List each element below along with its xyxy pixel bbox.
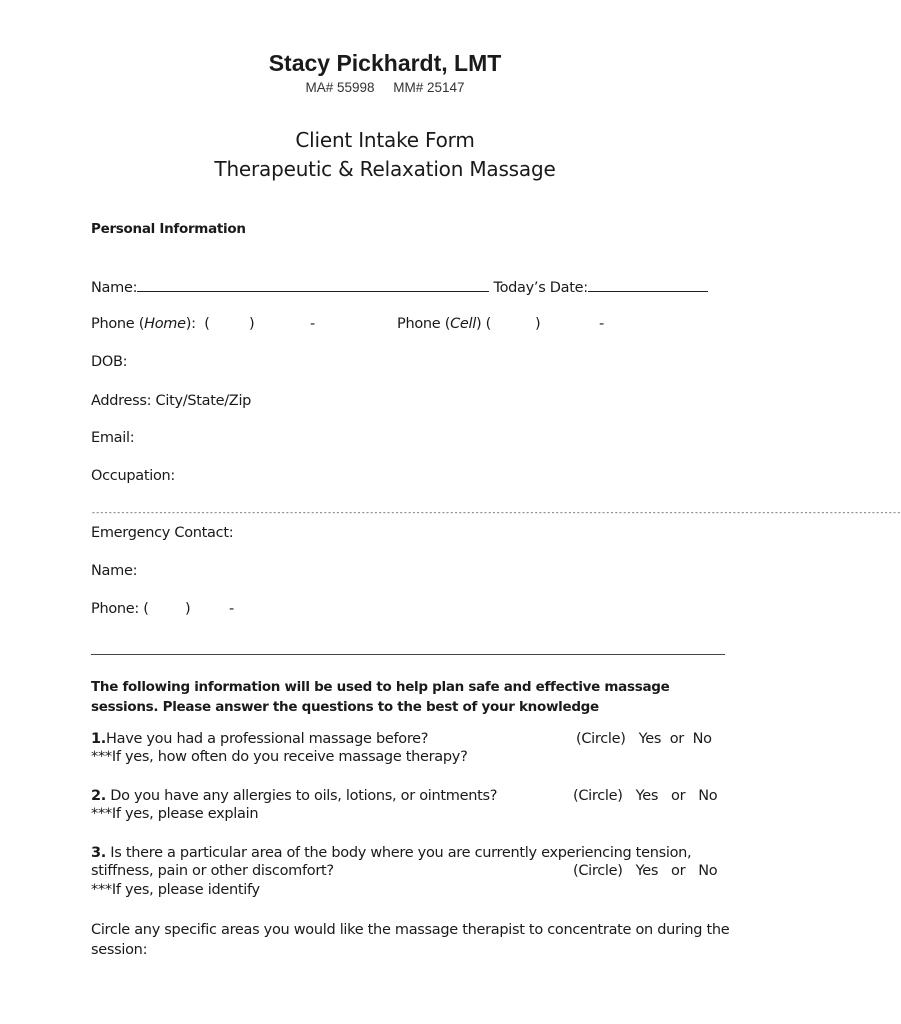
q2-circle-label: (Circle) — [573, 788, 623, 804]
question-1 — [91, 731, 428, 747]
phone-home-prefix: Phone ( — [91, 316, 145, 332]
question-1-followup: ***If yes, how often do you receive massage therapy? — [91, 749, 468, 765]
q3-yes-option[interactable]: Yes — [635, 863, 659, 879]
license-numbers — [0, 80, 770, 95]
phone-home-row — [91, 316, 210, 332]
emergency-contact-heading: Emergency Contact: — [91, 525, 234, 541]
form-subtitle: Therapeutic & Relaxation Massage — [214, 157, 556, 181]
question-2-number: 2. — [91, 788, 106, 804]
name-label: Name: — [91, 280, 138, 296]
q1-yes-option[interactable]: Yes — [638, 731, 662, 747]
personal-info-heading: Personal Information — [91, 221, 246, 237]
q1-no-option[interactable]: No — [692, 731, 712, 747]
todays-date-field[interactable] — [588, 279, 708, 292]
question-2-followup: ***If yes, please explain — [91, 806, 259, 822]
q3-or: or — [671, 863, 686, 879]
question-3 — [91, 845, 691, 861]
email-label: Email: — [91, 430, 135, 446]
question-1-answer — [576, 731, 712, 747]
question-3-text: Is there a particular area of the body where you are currently experiencing tension, — [106, 845, 692, 861]
body-areas-instruction: Circle any specific areas you would like the massage therapist to concentrate on during the session: — [91, 922, 730, 958]
phone-cell-suffix: ) ( — [476, 316, 492, 332]
dob-label: DOB: — [91, 354, 128, 370]
occupation-label: Occupation: — [91, 468, 175, 484]
question-2-text: Do you have any allergies to oils, lotions, or ointments? — [106, 788, 498, 804]
section-divider — [91, 654, 725, 655]
q3-no-option[interactable]: No — [698, 863, 718, 879]
q2-no-option[interactable]: No — [698, 788, 718, 804]
phone-cell-word: Cell — [450, 316, 476, 332]
emergency-phone-label: Phone: ( — [91, 601, 149, 617]
todays-date-label: Today’s Date: — [493, 280, 588, 296]
question-3-text-line2: stiffness, pain or other discomfort? — [91, 863, 334, 879]
emergency-name-label: Name: — [91, 563, 138, 579]
emergency-phone-hyphen: - — [229, 601, 234, 617]
question-2 — [91, 788, 497, 804]
q1-circle-label: (Circle) — [576, 731, 626, 747]
phone-cell-prefix: Phone ( — [397, 316, 451, 332]
therapist-name: Stacy Pickhardt, LMT — [268, 50, 502, 76]
q3-circle-label: (Circle) — [573, 863, 623, 879]
question-3-answer — [573, 863, 717, 879]
name-field[interactable] — [137, 279, 489, 292]
q1-or: or — [669, 731, 684, 747]
emergency-phone-paren-close: ) — [185, 601, 191, 617]
question-3-number: 3. — [91, 845, 106, 861]
question-2-answer — [573, 788, 717, 804]
phone-home-suffix: ): ( — [185, 316, 210, 332]
phone-home-paren-close: ) — [249, 316, 255, 332]
questions-intro: The following information will be used to help plan safe and effective massage sessions. Please answer the questions to the best of your knowledge — [91, 679, 670, 715]
phone-cell-hyphen: - — [599, 316, 604, 332]
phone-cell-row — [397, 316, 491, 332]
license-text: MA# 55998 MM# 25147 — [305, 80, 465, 95]
address-label: Address: City/State/Zip — [91, 393, 252, 409]
form-title: Client Intake Form — [295, 128, 475, 152]
phone-cell-paren-close: ) — [535, 316, 541, 332]
q2-or: or — [671, 788, 686, 804]
question-3-followup: ***If yes, please identify — [91, 882, 260, 898]
phone-home-hyphen: - — [310, 316, 315, 332]
name-row — [91, 279, 708, 296]
q2-yes-option[interactable]: Yes — [635, 788, 659, 804]
dashed-divider: ------------------------------------------------------------------------------------------------------------------------------------------------------------------------------------------------ — [91, 508, 901, 517]
question-1-number: 1. — [91, 731, 106, 747]
phone-home-word: Home — [144, 316, 186, 332]
question-1-text: Have you had a professional massage before? — [106, 731, 429, 747]
